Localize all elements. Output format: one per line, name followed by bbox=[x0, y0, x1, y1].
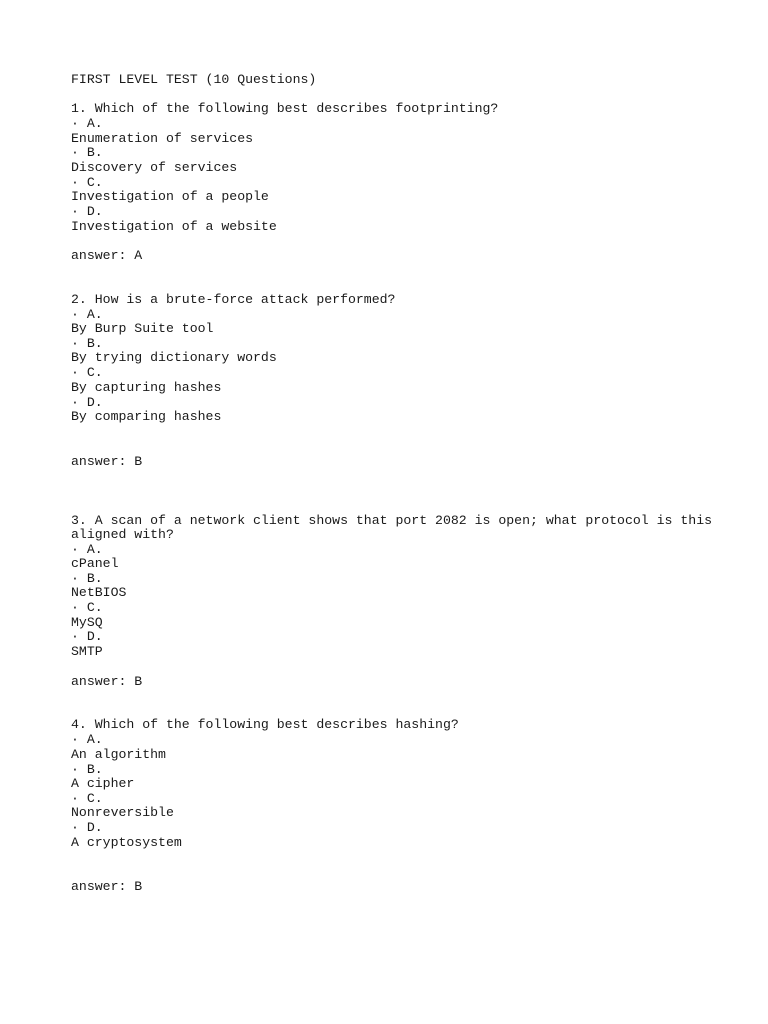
option-text: A cipher bbox=[71, 776, 135, 791]
answer-text: answer: B bbox=[71, 674, 143, 689]
option-marker: · C. bbox=[71, 175, 103, 190]
question-text-continued: aligned with? bbox=[71, 527, 174, 542]
option-marker: · C. bbox=[71, 600, 103, 615]
answer-text: answer: B bbox=[71, 454, 143, 469]
question-text: 4. Which of the following best describes hashing? bbox=[71, 717, 459, 732]
option-text: Discovery of services bbox=[71, 160, 238, 175]
option-text: By trying dictionary words bbox=[71, 350, 277, 365]
option-marker: · C. bbox=[71, 791, 103, 806]
option-text: Investigation of a website bbox=[71, 219, 277, 234]
option-text: By capturing hashes bbox=[71, 380, 222, 395]
question-text: 3. A scan of a network client shows that port 2082 is open; what protocol is this bbox=[71, 513, 713, 528]
option-text: Nonreversible bbox=[71, 805, 174, 820]
option-text: By Burp Suite tool bbox=[71, 321, 214, 336]
answer-text: answer: A bbox=[71, 248, 143, 263]
option-marker: · D. bbox=[71, 820, 103, 835]
question-text: 1. Which of the following best describes footprinting? bbox=[71, 101, 499, 116]
option-marker: · D. bbox=[71, 629, 103, 644]
option-text: An algorithm bbox=[71, 747, 166, 762]
option-text: By comparing hashes bbox=[71, 409, 222, 424]
option-text: Investigation of a people bbox=[71, 189, 269, 204]
page-title: FIRST LEVEL TEST (10 Questions) bbox=[71, 72, 317, 87]
option-marker: · B. bbox=[71, 145, 103, 160]
option-text: A cryptosystem bbox=[71, 835, 182, 850]
option-marker: · A. bbox=[71, 307, 103, 322]
option-marker: · D. bbox=[71, 204, 103, 219]
question-text: 2. How is a brute-force attack performed? bbox=[71, 292, 396, 307]
option-marker: · B. bbox=[71, 571, 103, 586]
option-marker: · B. bbox=[71, 336, 103, 351]
option-text: NetBIOS bbox=[71, 585, 127, 600]
option-marker: · C. bbox=[71, 365, 103, 380]
option-marker: · A. bbox=[71, 542, 103, 557]
option-marker: · A. bbox=[71, 116, 103, 131]
option-marker: · A. bbox=[71, 732, 103, 747]
option-text: cPanel bbox=[71, 556, 119, 571]
option-text: SMTP bbox=[71, 644, 103, 659]
option-text: MySQ bbox=[71, 615, 103, 630]
option-marker: · D. bbox=[71, 395, 103, 410]
option-marker: · B. bbox=[71, 762, 103, 777]
answer-text: answer: B bbox=[71, 879, 143, 894]
option-text: Enumeration of services bbox=[71, 131, 254, 146]
